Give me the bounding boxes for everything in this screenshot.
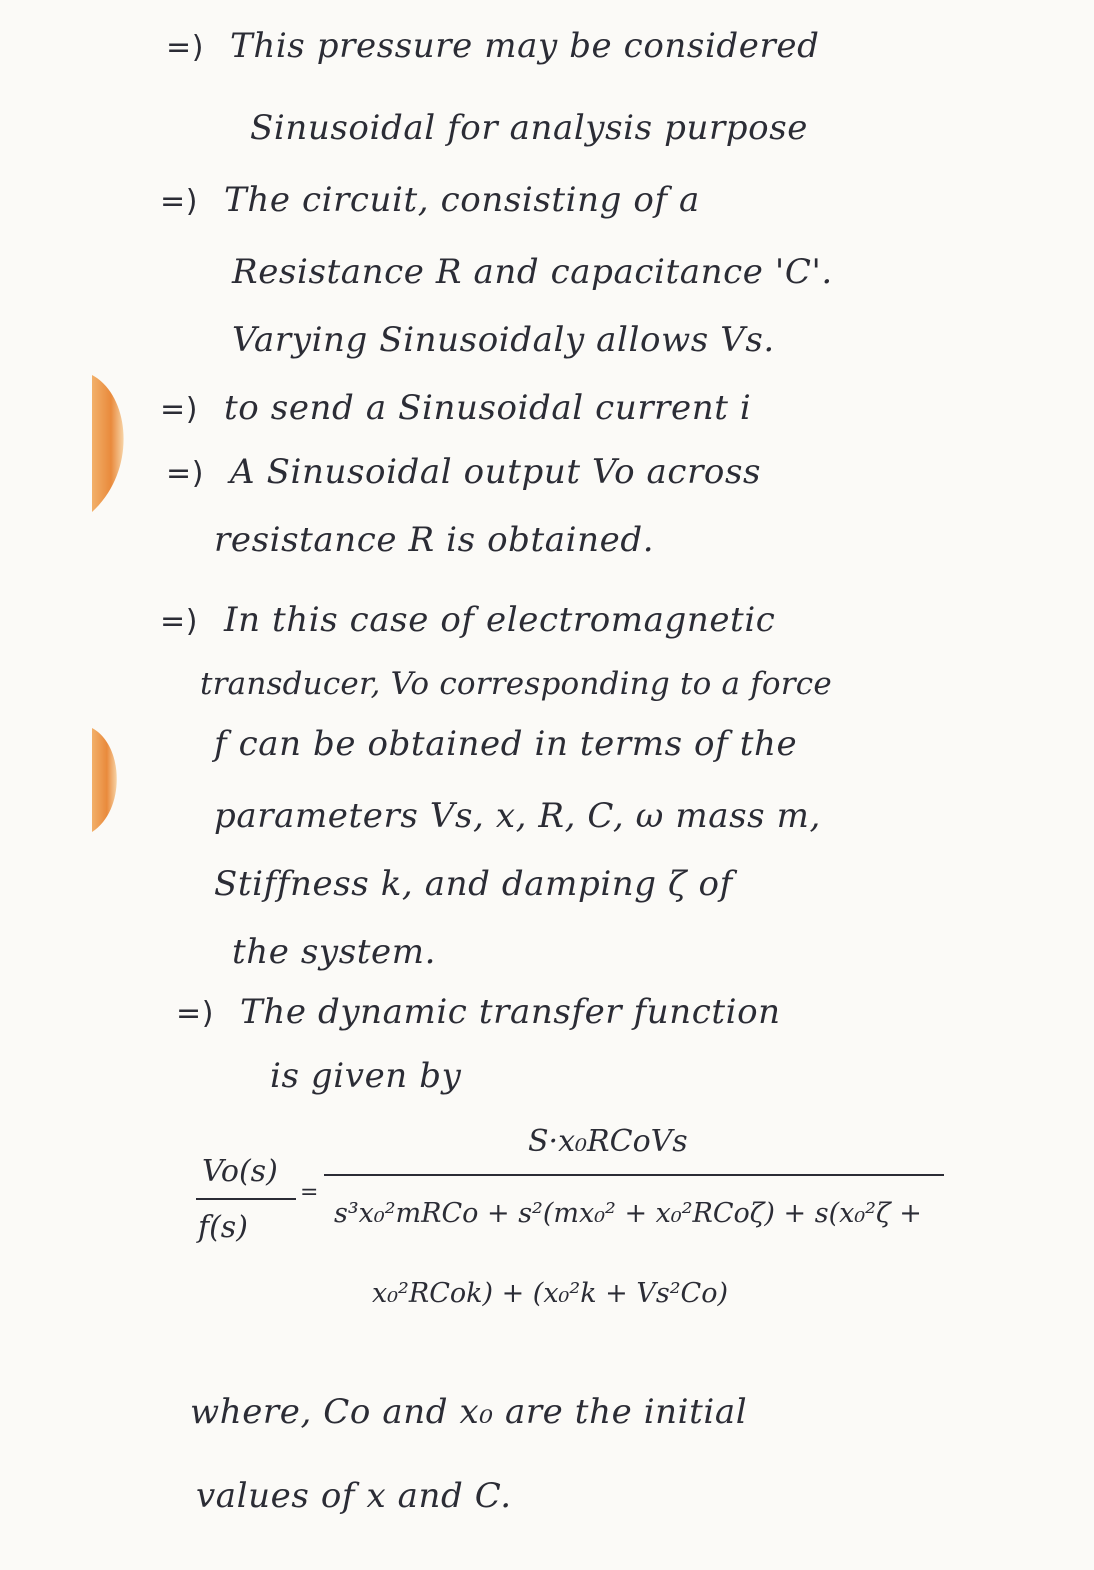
note-text: Resistance R and capacitance 'C'. xyxy=(232,252,833,292)
note-line-15 xyxy=(176,992,781,1034)
note-text: Sinusoidal for analysis purpose xyxy=(250,108,809,148)
note-line-14 xyxy=(232,932,436,972)
rhs-numerator: S·x₀RCoVs xyxy=(528,1124,688,1159)
binder-hole-lower xyxy=(92,728,117,832)
note-line-4 xyxy=(232,252,833,292)
rhs-fraction-bar xyxy=(324,1174,944,1176)
lhs-numerator: Vo(s) xyxy=(202,1154,278,1189)
note-text: This pressure may be considered xyxy=(230,26,820,66)
note-line-11 xyxy=(214,724,797,764)
arrow-marker: =) xyxy=(160,392,199,427)
note-text: Varying Sinusoidaly allows Vs. xyxy=(232,320,775,360)
transfer-function-equation xyxy=(196,1118,956,1328)
note-line-3 xyxy=(160,180,700,222)
equals-sign: = xyxy=(300,1180,319,1205)
note-text: is given by xyxy=(270,1056,462,1096)
rhs-denominator-line-1: s³x₀²mRCo + s²(mx₀² + x₀²RCoζ) + s(x₀²ζ + xyxy=(334,1198,922,1229)
note-line-17 xyxy=(190,1392,747,1432)
arrow-marker: =) xyxy=(160,184,199,219)
note-line-1 xyxy=(166,26,819,68)
note-line-7 xyxy=(166,452,761,494)
note-line-6 xyxy=(160,388,751,430)
note-text: f can be obtained in terms of the xyxy=(214,724,798,764)
note-text: transducer, Vo corresponding to a force xyxy=(200,666,832,702)
note-line-12 xyxy=(214,796,821,836)
note-text: Stiffness k, and damping ζ of xyxy=(214,864,733,904)
note-line-16 xyxy=(270,1056,461,1096)
note-text: to send a Sinusoidal current i xyxy=(224,388,752,428)
note-line-10 xyxy=(200,664,832,704)
note-text: resistance R is obtained. xyxy=(214,520,655,560)
note-text: the system. xyxy=(232,932,437,972)
note-text: The dynamic transfer function xyxy=(240,992,781,1032)
lhs-fraction-bar xyxy=(196,1198,296,1200)
note-line-18 xyxy=(196,1476,512,1516)
note-text: parameters Vs, x, R, C, ω mass m, xyxy=(214,796,821,836)
note-text: A Sinusoidal output Vo across xyxy=(230,452,762,492)
arrow-marker: =) xyxy=(176,996,215,1031)
binder-hole-upper xyxy=(92,375,124,512)
note-line-13 xyxy=(214,864,733,904)
note-text: where, Co and x₀ are the initial xyxy=(190,1392,748,1432)
arrow-marker: =) xyxy=(160,604,199,639)
note-text: values of x and C. xyxy=(196,1476,512,1516)
note-line-9 xyxy=(160,600,775,642)
arrow-marker: =) xyxy=(166,30,205,65)
note-text: The circuit, consisting of a xyxy=(224,180,700,220)
note-line-8 xyxy=(214,520,654,560)
lhs-denominator: f(s) xyxy=(198,1210,248,1245)
note-line-2 xyxy=(250,108,808,148)
note-line-5 xyxy=(232,320,775,360)
rhs-denominator-line-2: x₀²RCok) + (x₀²k + Vs²Co) xyxy=(372,1278,728,1309)
arrow-marker: =) xyxy=(166,456,205,491)
note-text: In this case of electromagnetic xyxy=(224,600,776,640)
